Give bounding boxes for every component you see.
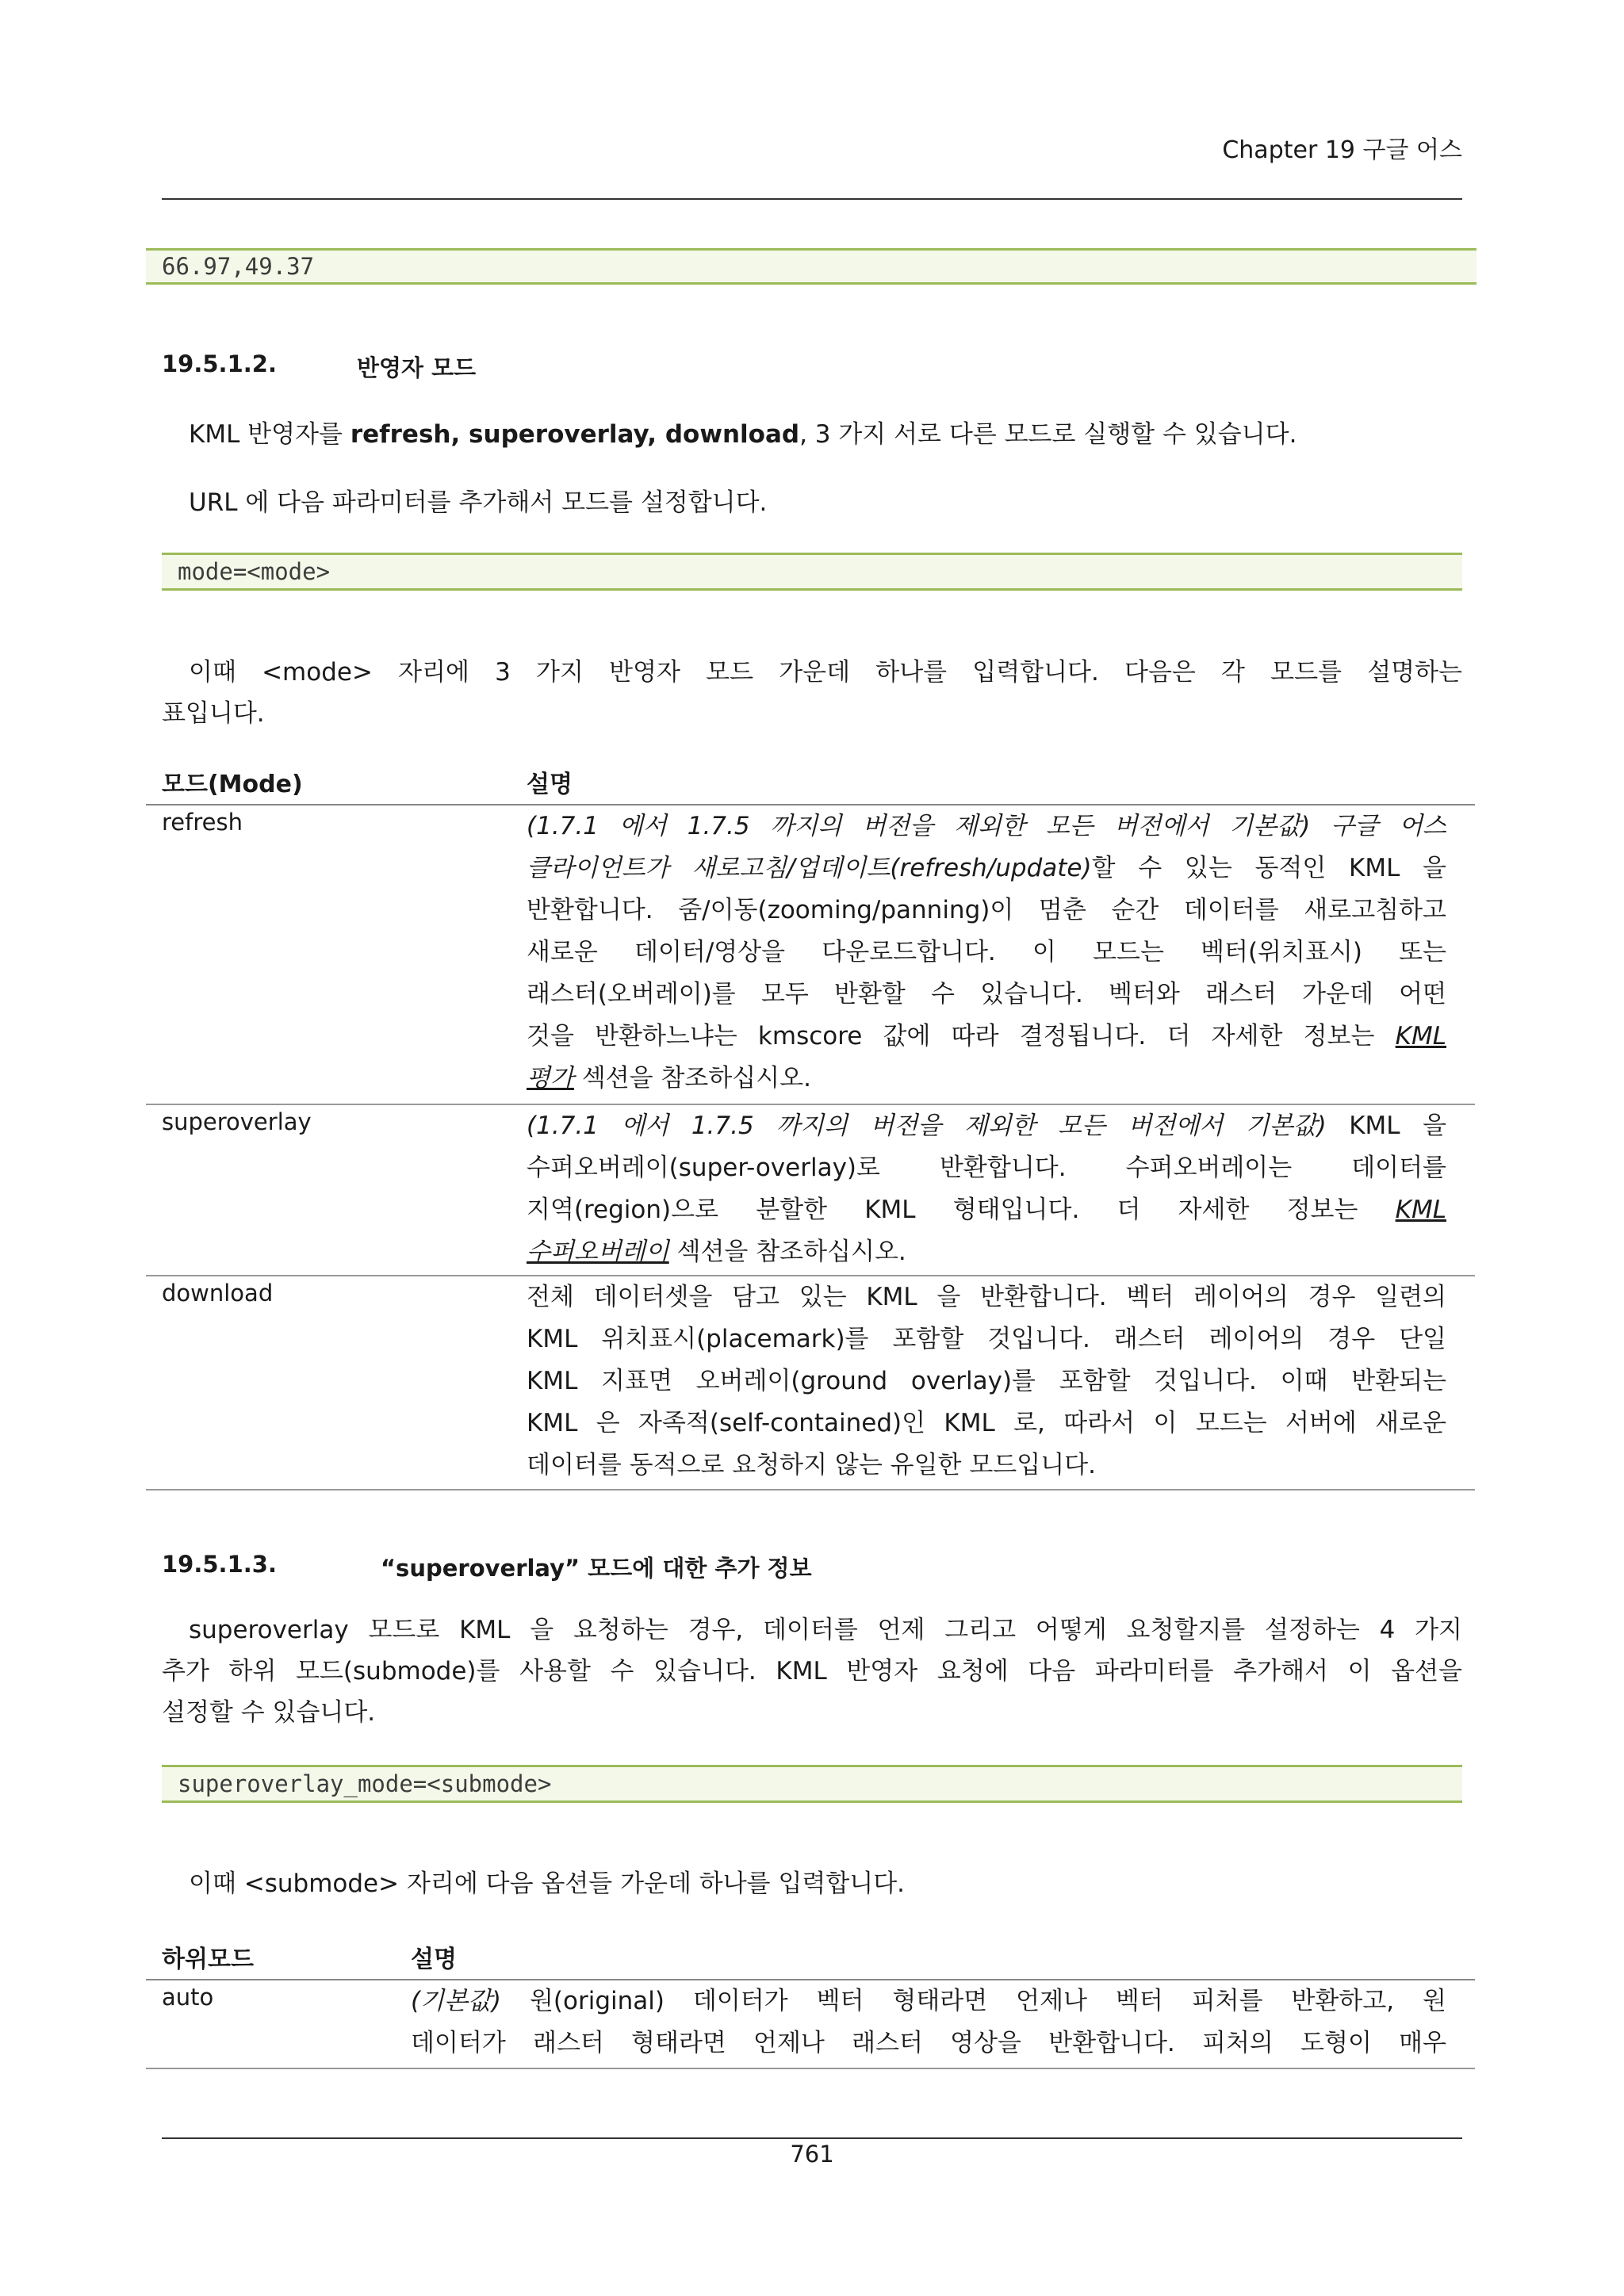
- section-title-keyword: “superoverlay”: [381, 1555, 580, 1582]
- code-block-coordinates: [146, 248, 1477, 285]
- section-number: 19.5.1.3.: [162, 1551, 277, 1578]
- link-kml-superoverlay-cont[interactable]: 수퍼오버레이: [527, 1238, 669, 1266]
- code-text: 66.97,49.37: [162, 253, 315, 280]
- running-header: Chapter 19 구글 어스: [1222, 136, 1462, 164]
- column-header-mode: 모드(Mode): [162, 771, 303, 798]
- mode-name: download: [162, 1280, 274, 1307]
- submodes-table: [146, 1934, 1475, 2069]
- link-kml-scoring-cont[interactable]: 평가: [527, 1064, 574, 1093]
- column-header-submode: 하위모드: [162, 1946, 254, 1973]
- paragraph-line: 설정할 수 있습니다.: [162, 1698, 376, 1727]
- link-kml-superoverlay[interactable]: KML: [1395, 1196, 1446, 1224]
- mode-list: refresh, superoverlay, download: [350, 420, 800, 449]
- paragraph-line: superoverlay 모드로 KML 을 요청하는 경우, 데이터를 언제 그리고 어떻게 요청할지를 설정하는 4 가지: [189, 1616, 1462, 1644]
- paragraph-line: 표입니다.: [162, 699, 265, 728]
- mode-description: (1.7.1 에서 1.7.5 까지의 버전을 제외한 모든 버전에서 기본값) KML 을 수퍼오버레이(super-overlay)로 반환합니다. 수퍼오버레이는 데이터를 지역(region)으로 분할한 KML 형태입니다. 더 자세한 정보는 KML 수퍼오버레이 섹션을 참조하십시오.: [527, 1112, 1446, 1266]
- code-block-mode-param: [162, 553, 1462, 591]
- table-header: [146, 1934, 1475, 1980]
- modes-table: [146, 760, 1475, 1490]
- mode-description: 전체 데이터셋을 담고 있는 KML 을 반환합니다. 벡터 레이어의 경우 일련의 KML 위치표시(placemark)를 포함할 것입니다. 래스터 레이어의 경우 단일 KML 지표면 오버레이(ground overlay)를 포함할 것입니다. 이때 반환되는 KML 은 자족적(self-contained)인 KML 로, 따라서 이 모드는 서버에 새로운 데이터를 동적으로 요청하지 않는 유일한 모드입니다.: [527, 1283, 1446, 1479]
- mode-description: (1.7.1 에서 1.7.5 까지의 버전을 제외한 모든 버전에서 기본값) 구글 어스 클라이언트가 새로고침/업데이트(refresh/update)할 수 있는 동적인 KML 을 반환합니다. 줌/이동(zooming/panning)이 멈춘 순간 데이터를 새로고침하고 새로운 데이터/영상을 다운로드합니다. 이 모드는 벡터(위치표시) 또는 래스터(오버레이)를 모두 반환할 수 있습니다. 벡터와 래스터 가운데 어떤 것을 반환하느냐는 kmscore 값에 따라 결정됩니다. 더 자세한 정보는 KML 평가 섹션을 참조하십시오.: [527, 812, 1446, 1093]
- submode-name: auto: [162, 1984, 214, 2011]
- section-number: 19.5.1.2.: [162, 350, 277, 377]
- page-number: 761: [790, 2141, 834, 2168]
- submode-description: (기본값) 원(original) 데이터가 벡터 형태라면 언제나 벡터 피처를 반환하고, 원 데이터가 래스터 형태라면 언제나 래스터 영상을 반환합니다. 피처의 도형이 매우: [411, 1987, 1446, 2057]
- column-header-description: 설명: [527, 771, 573, 798]
- code-text: mode=<mode>: [178, 558, 331, 585]
- table-row: [146, 1980, 1475, 2069]
- footer-rule: [162, 2137, 1462, 2139]
- header-rule: [162, 198, 1462, 200]
- section-title: 모드에 대한 추가 정보: [580, 1555, 812, 1582]
- mode-name: refresh: [162, 809, 243, 836]
- paragraph-submode-list-intro: [162, 1863, 1462, 1904]
- paragraph-mode-table-intro: [162, 652, 1462, 734]
- paragraph-line: 이때 <mode> 자리에 3 가지 반영자 모드 가운데 하나를 입력합니다. 다음은 각 모드를 설명하는: [189, 658, 1462, 687]
- paragraph-url-param: [162, 482, 1462, 523]
- code-text: superoverlay_mode=<submode>: [178, 1770, 552, 1797]
- paragraph-text: , 3 가지 서로 다른 모드로 실행할 수 있습니다.: [799, 420, 1297, 449]
- paragraph-line: 추가 하위 모드(submode)를 사용할 수 있습니다. KML 반영자 요청에 다음 파라미터를 추가해서 이 옵션을: [162, 1657, 1462, 1686]
- table-row: [146, 1105, 1475, 1276]
- paragraph-text: KML 반영자를: [189, 420, 350, 449]
- mode-name: superoverlay: [162, 1108, 312, 1135]
- paragraph-text: 이때 <submode> 자리에 다음 옵션들 가운데 하나를 입력합니다.: [189, 1869, 906, 1898]
- section-title: 반영자 모드: [357, 354, 477, 381]
- column-header-description: 설명: [411, 1946, 457, 1973]
- table-header: [146, 760, 1475, 806]
- paragraph-text: URL 에 다음 파라미터를 추가해서 모드를 설정합니다.: [189, 488, 768, 517]
- table-row: [146, 1276, 1475, 1490]
- table-row: [146, 806, 1475, 1105]
- paragraph-modes-intro: [162, 414, 1462, 455]
- link-kml-scoring[interactable]: KML: [1395, 1022, 1446, 1050]
- paragraph-submodes-intro: [162, 1609, 1462, 1733]
- code-block-submode-param: [162, 1765, 1462, 1803]
